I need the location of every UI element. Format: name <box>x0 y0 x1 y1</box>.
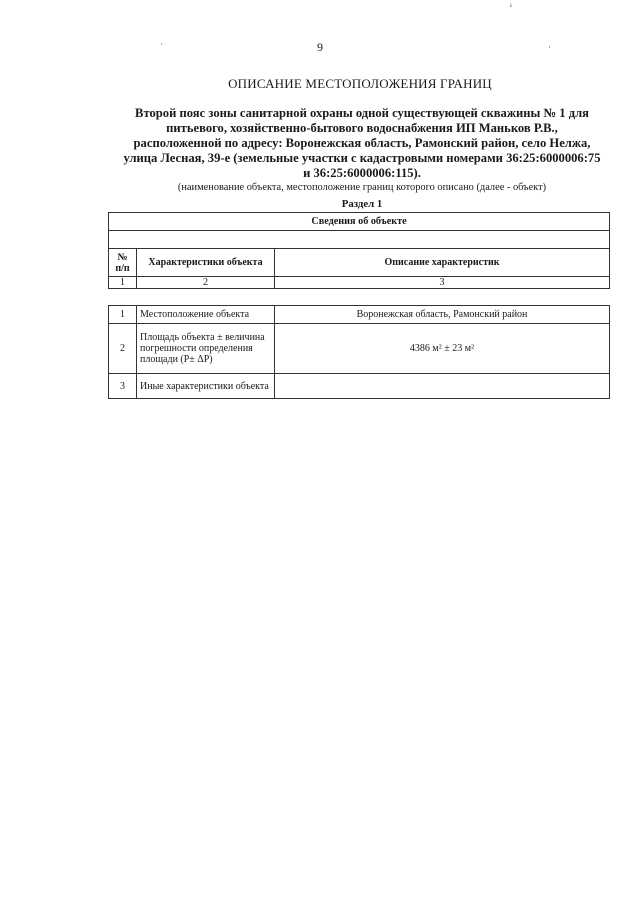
info-title: Сведения об объекте <box>109 213 610 231</box>
header-number-3: 3 <box>275 277 610 289</box>
object-info-header-table <box>108 212 610 289</box>
header-number-1: 1 <box>109 277 137 289</box>
row-number: 2 <box>109 324 137 374</box>
object-name-line: расположенной по адресу: Воронежская область, Рамонский район, село Нелжа, <box>133 136 591 150</box>
object-name-line: улица Лесная, 39-е (земельные участки с кадастровыми номерами 36:25:6000006:75 <box>123 151 601 165</box>
object-info-table <box>108 305 610 399</box>
row-number: 3 <box>109 374 137 399</box>
object-name <box>102 106 622 181</box>
page-number: 9 <box>317 40 323 54</box>
row-number: 1 <box>109 306 137 324</box>
table-row <box>109 324 610 374</box>
scan-speck: · <box>548 42 551 52</box>
row-description <box>275 374 610 399</box>
section-title: Раздел 1 <box>341 198 383 210</box>
scan-speck: ⁱ <box>510 2 512 12</box>
row-description: Воронежская область, Рамонский район <box>275 306 610 324</box>
row-characteristic: Местоположение объекта <box>137 306 275 324</box>
document-title: ОПИСАНИЕ МЕСТОПОЛОЖЕНИЯ ГРАНИЦ <box>228 76 492 91</box>
header-description: Описание характеристик <box>275 249 610 277</box>
header-num: № п/п <box>109 249 137 277</box>
table-row <box>109 374 610 399</box>
header-characteristic: Характеристики объекта <box>137 249 275 277</box>
object-name-line: питьевого, хозяйственно-бытового водоснабжения ИП Маньков Р.В., <box>166 121 558 135</box>
object-name-line: Второй пояс зоны санитарной охраны одной существующей скважины № 1 для <box>135 106 589 120</box>
table-row <box>109 306 610 324</box>
row-description: 4386 м² ± 23 м² <box>275 324 610 374</box>
row-characteristic: Площадь объекта ± величина погрешности определения площади (Р± ΔР) <box>137 324 275 374</box>
object-caption: (наименование объекта, местоположение границ которого описано (далее - объект) <box>177 182 547 193</box>
row-characteristic: Иные характеристики объекта <box>137 374 275 399</box>
scan-speck: ˈ <box>160 42 163 52</box>
spacer-cell <box>109 231 610 249</box>
header-number-2: 2 <box>137 277 275 289</box>
object-name-line: и 36:25:6000006:115). <box>303 166 421 180</box>
